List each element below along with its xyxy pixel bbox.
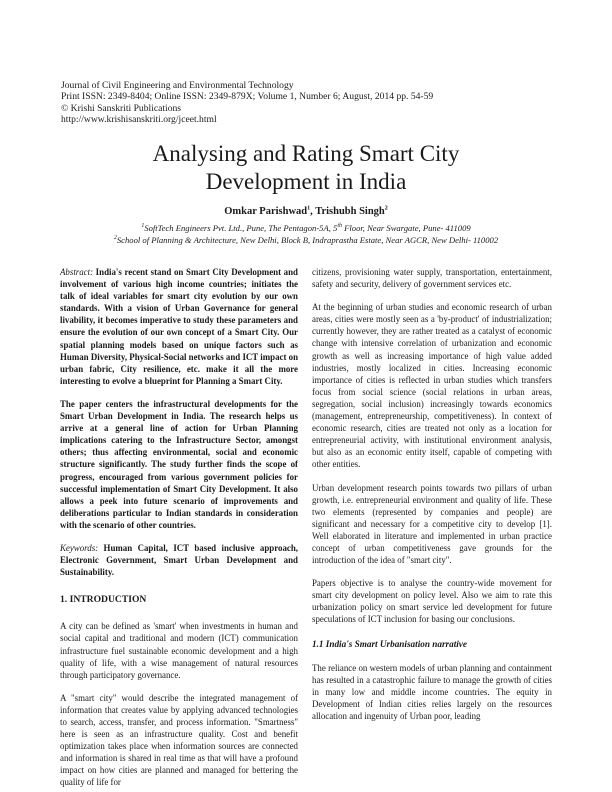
keywords-text: Human Capital, ICT based inclusive approach, Electronic Government, Smart Urban Development and Sustainability.: [60, 542, 298, 578]
author-1-sup: 1: [307, 205, 311, 212]
abstract-label: Abstract:: [60, 267, 94, 277]
right-paragraph-5: The reliance on western models of urban planning and containment has resulted in a catastrophic failure to manage the growth of cities in many low and middle income countries. The equity in Development of Indian cities relies largely on the resources allocation and ingenuity of Urban poor, leading: [312, 662, 552, 721]
affiliation-1-sup: 1: [141, 223, 145, 230]
intro-paragraph-2: A "smart city" would describe the integrated management of information that creates value by applying advanced technologies to search, access, transfer, and process information. "Smartness" here is seen as an infrastructure quality. Cost and benefit optimization takes place when information sources are connected and information is shared in real time as that will have a profound impact on how cities are planned and managed for bettering the quality of life for: [60, 692, 298, 788]
right-paragraph-1: citizens, provisioning water supply, transportation, entertainment, safety and security, delivery of government services etc.: [312, 267, 552, 290]
journal-name: Journal of Civil Engineering and Environmental Technology: [61, 80, 294, 91]
abstract-text-1: India's recent stand on Smart City Development and involvement of various high income countries; initiates the talk of ideal variables for smart city evolution by our own standards. With a vision of Urban Governance for general livability, it becomes imperative to study these parameters and ensure the evolution of our own concept of a Smart City. Our spatial planning models based on unique factors such as Human Diversity, Physical-Social networks and ICT impact on urban fabric, City resilience, etc. make it all the more interesting to evolve a blueprint for Planning a Smart City.: [60, 267, 298, 386]
intro-paragraph-1: A city can be defined as 'smart' when investments in human and social capital and traditional and modern (ICT) communication infrastructure fuel sustainable economic development and a high quality of life, with a wise management of natural resources through participatory governance.: [60, 621, 298, 680]
affiliation-2: [0, 234, 612, 246]
affiliation-1-th: th: [337, 223, 342, 230]
author-sep: ,: [310, 206, 316, 217]
publisher: © Krishi Sanskriti Publications: [61, 102, 182, 114]
keywords-label: Keywords:: [60, 542, 99, 553]
author-1: Omkar Parishwad: [224, 206, 308, 217]
paper-title: [0, 140, 612, 196]
journal-url[interactable]: http://www.krishisanskriti.org/jceet.html: [61, 114, 217, 126]
right-paragraph-2: At the beginning of urban studies and economic research of urban areas, cities were mostly seen as a 'by-product' of industrialization; currently however, they are rather treated as a catalyst of economic change with intensive correlation of urbanization and economic growth as well as increasing importance of high value added industries, mostly localized in cities. Increasing economic importance of cities is reflected in urban studies which transfers focus from social science (social relations in urban areas, segregation, social inclusion) increasingly towards economics (management, entrepreneurship, competitiveness). In context of economic research, cities are treated not only as a location for entrepreneurial activity, with institutional environment analysis, but also as an economic entity itself, capable of competing with other entities.: [312, 302, 552, 470]
affiliation-1: [0, 222, 612, 234]
abstract-paragraph-1: [60, 266, 298, 387]
right-paragraph-4: Papers objective is to analyse the country-wide movement for smart city development on policy level. Also we aim to rate this urbanization policy on smart service led development for future speculations of ICT inclusion for basing our conclusions.: [312, 578, 552, 625]
affiliation-2-text: School of Planning & Architecture, New Delhi, Block B, Indraprastha Estate, Near AGCR, New Delhi- 110002: [116, 235, 499, 245]
right-column: [312, 266, 552, 722]
affiliation-2-sup: 2: [113, 235, 117, 242]
keywords: [60, 542, 298, 578]
abstract-paragraph-2: The paper centers the infrastructural developments for the Smart Urban Development in India. The research helps us arrive at a general line of action for Urban Planning implications catering to the Infrastructure Sector, amongst others; thus affecting environmental, social and economic structure significantly. The study further finds the scope of progress, encouraged from various government policies for successful implementation of Smart City Development. It also allows a peek into future scenario of improvements and deliberations particular to Indian standards in consideration with the scenario of other countries.: [60, 398, 298, 530]
author-2: Trishubh Singh: [315, 206, 385, 217]
subsection-heading: 1.1 India's Smart Urbanisation narrative: [312, 638, 467, 649]
section-heading-introduction: 1. INTRODUCTION: [60, 594, 147, 606]
journal-header: [61, 80, 561, 126]
author-list: [0, 206, 612, 217]
author-2-sup: 2: [384, 205, 388, 212]
journal-issn-volume: Print ISSN: 2349-8404; Online ISSN: 2349-879X; Volume 1, Number 6; August, 2014 pp. 54-59: [61, 91, 434, 103]
right-paragraph-3: Urban development research points towards two pillars of urban growth, i.e. entrepreneurial environment and quality of life. These two elements (represented by companies and people) are significant and necessary for a competitive city to develop [1]. Well elaborated in literature and implemented in urban practice concept of urban competitiveness gave grounds for the introduction of the idea of "smart city".: [312, 482, 552, 566]
left-column: [60, 266, 298, 789]
affiliation-1-text: SoftTech Engineers Pvt. Ltd., Pune, The Pentagon-5A, 5: [144, 223, 338, 233]
title-line-2: Development in India: [205, 169, 407, 194]
title-line-1: Analysing and Rating Smart City: [152, 141, 460, 166]
affiliation-1-rest: Floor, Near Swargate, Pune- 411009: [342, 223, 471, 233]
affiliations: [0, 222, 612, 246]
